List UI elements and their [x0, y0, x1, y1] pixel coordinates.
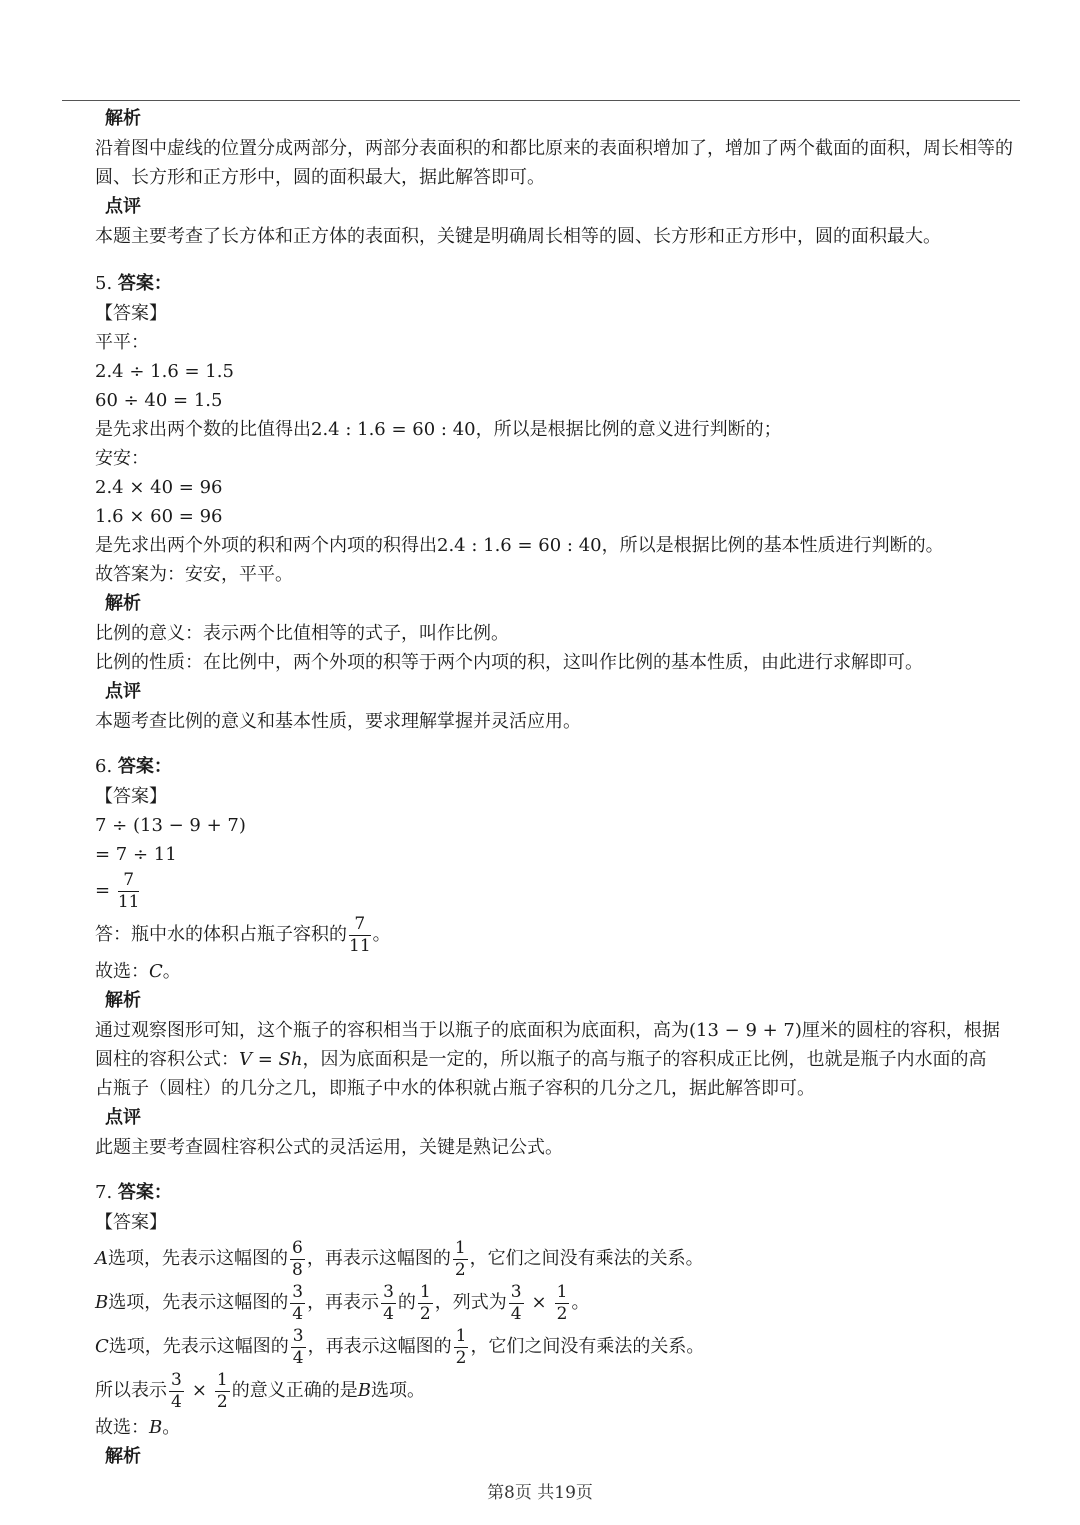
q5-line-8-text-b: ，所以是根据比例的基本性质进行判断的。	[601, 535, 944, 556]
q5-title	[95, 269, 1045, 299]
q5-line-7: 1.6 × 60 = 96	[95, 506, 223, 527]
q7-option-a-frac1-num: 6	[292, 1237, 303, 1258]
q7-option-a-letter: A	[95, 1248, 108, 1269]
q7-option-b-frac2	[381, 1281, 396, 1324]
q6-comment-text: 此题主要考查圆柱容积公式的灵活运用，关键是熟记公式。	[95, 1137, 563, 1158]
q7-option-c-t2: ，再表示这幅图的	[307, 1336, 452, 1357]
q5-analysis-2: 比例的性质：在比例中，两个外项的积等于两个内项的积，这叫作比例的基本性质，由此进行求解即可。	[95, 652, 923, 673]
q7-option-b-t4: ，列式为	[434, 1292, 507, 1313]
q7-option-a-frac2-num: 1	[454, 1237, 466, 1258]
q6-answer-label: 答案：	[117, 756, 172, 777]
q7-summary-frac1-den: 4	[171, 1391, 182, 1412]
q7-title	[95, 1178, 1045, 1208]
q6-fraction-den: 11	[117, 891, 140, 912]
q7-select-line	[95, 1413, 1045, 1442]
q7-option-b	[95, 1281, 1045, 1325]
q5-answer-label: 答案：	[117, 273, 172, 294]
q6-analysis-3: 占瓶子（圆柱）的几分之几，即瓶子中水的体积就占瓶子容积的几分之几，据此解答即可。	[95, 1078, 815, 1099]
q7-select-value: B	[149, 1417, 163, 1438]
q6-number: 6.	[95, 756, 113, 777]
q5-line-9: 故答案为：安安，平平。	[95, 564, 293, 585]
q5-line-4-text-b: ，所以是根据比例的意义进行判断的；	[475, 419, 782, 440]
q7-option-c-t1: 选项，先表示这幅图的	[108, 1336, 289, 1357]
q5-line-2: 2.4 ÷ 1.6 = 1.5	[95, 361, 234, 382]
q5-line-4-math: 2.4 : 1.6 = 60 : 40	[311, 419, 476, 440]
q7-summary-frac1	[169, 1369, 184, 1412]
q6-analysis-2-sh: Sh	[278, 1049, 303, 1070]
q7-option-b-frac3-den: 2	[419, 1303, 431, 1324]
q7-option-b-frac1-num: 3	[292, 1281, 304, 1302]
q7-answer-tag: 【答案】	[95, 1212, 167, 1233]
q6-answer-fraction-den: 11	[349, 935, 371, 956]
q7-summary-times: ×	[191, 1380, 207, 1401]
q7-option-b-frac1	[290, 1281, 305, 1324]
q4-analysis-text: 沿着图中虚线的位置分成两部分，两部分表面积的和都比原来的表面积增加了，增加了两个截面的面积，周长相等的圆、长方形和正方形中，圆的面积最大，据此解答即可。	[95, 138, 1013, 188]
q6-select-value: C	[149, 961, 163, 982]
q7-option-a-t1: 选项，先表示这幅图的	[108, 1248, 288, 1269]
q7-option-b-frac3-num: 1	[419, 1281, 431, 1302]
q6-fraction	[117, 869, 140, 912]
q5-analysis-1: 比例的意义：表示两个比值相等的式子，叫作比例。	[95, 623, 509, 644]
q6-answer-text-b: 。	[372, 924, 391, 945]
q6-analysis-2-a: 圆柱的容积公式：	[95, 1049, 239, 1070]
q7-option-b-times: ×	[531, 1292, 547, 1313]
q6-line-1: 7 ÷ (13 − 9 + 7)	[95, 815, 246, 836]
q7-answer-label: 答案：	[117, 1182, 172, 1203]
q7-option-b-frac5	[555, 1281, 570, 1324]
q6-line-3	[95, 869, 1045, 913]
q5-line-1: 平平：	[95, 332, 149, 353]
q4-comment-heading: 点评	[105, 196, 141, 217]
q7-option-c-frac1-num: 3	[292, 1325, 304, 1346]
q5-line-6: 2.4 × 40 = 96	[95, 477, 223, 498]
q5-line-5: 安安：	[95, 448, 149, 469]
q5-line-8-math: 2.4 : 1.6 = 60 : 40	[437, 535, 602, 556]
q7-summary	[95, 1369, 1045, 1413]
q6-analysis-2-v: V	[239, 1049, 252, 1070]
q6-answer-tag: 【答案】	[95, 786, 167, 807]
q5-line-4-text-a: 是先求出两个数的比值得出	[95, 419, 311, 440]
q6-analysis-1-math: (13 − 9 + 7)	[689, 1020, 802, 1041]
q6-fraction-num: 7	[118, 872, 140, 892]
q7-option-b-frac1-den: 4	[292, 1303, 304, 1324]
q7-option-a-frac1	[290, 1237, 305, 1280]
q7-option-c-frac2-num: 1	[455, 1325, 467, 1346]
page-footer: 第8页 共19页	[487, 1483, 593, 1503]
q7-option-b-frac4-den: 4	[510, 1303, 522, 1324]
q7-option-c-letter: C	[95, 1336, 109, 1357]
q7-summary-frac1-num: 3	[171, 1369, 182, 1390]
q7-summary-frac2-num: 1	[216, 1369, 228, 1390]
q6-select-line	[95, 957, 1045, 986]
q7-option-b-frac5-den: 2	[556, 1303, 568, 1324]
q4-comment-text: 本题主要考查了长方体和正方体的表面积，关键是明确周长相等的圆、长方形和正方形中，圆的面积最大。	[95, 226, 941, 247]
q7-option-b-frac2-num: 3	[383, 1281, 394, 1302]
q6-analysis-heading: 解析	[105, 990, 141, 1011]
q6-answer-line	[95, 913, 1045, 957]
q7-summary-t2: 的意义正确的是	[231, 1380, 358, 1401]
q7-option-b-frac3	[418, 1281, 433, 1324]
q6-analysis-1-b: 厘米的圆柱的容积，根据	[801, 1020, 1000, 1041]
q7-option-c-frac2	[454, 1325, 469, 1368]
q7-option-b-letter: B	[95, 1292, 109, 1313]
q6-line-3-eq: =	[95, 880, 111, 901]
q7-option-a-frac2	[453, 1237, 468, 1280]
q7-summary-t3: 选项。	[370, 1380, 425, 1401]
q5-line-8-text-a: 是先求出两个外项的积和两个内项的积得出	[95, 535, 437, 556]
q7-option-a-t2: ，再表示这幅图的	[306, 1248, 451, 1269]
q7-option-c-frac1-den: 4	[292, 1347, 304, 1368]
q5-line-4	[95, 415, 1045, 444]
q7-summary-frac2	[215, 1369, 230, 1412]
q6-select-text: 故选：	[95, 961, 149, 982]
q7-option-b-t5: 。	[571, 1292, 590, 1313]
q7-option-b-t2: ，再表示	[307, 1292, 380, 1313]
q7-option-a-t3: ，它们之间没有乘法的关系。	[469, 1248, 704, 1269]
q7-option-a-frac1-den: 8	[292, 1259, 303, 1280]
q5-answer-tag: 【答案】	[95, 303, 167, 324]
header-rule	[62, 100, 1020, 101]
q7-option-b-frac4-num: 3	[510, 1281, 522, 1302]
q5-line-3: 60 ÷ 40 = 1.5	[95, 390, 223, 411]
q6-analysis-1-a: 通过观察图形可知，这个瓶子的容积相当于以瓶子的底面积为底面积，高为	[95, 1020, 689, 1041]
q7-option-b-frac5-num: 1	[556, 1281, 568, 1302]
q7-analysis-heading: 解析	[105, 1446, 141, 1467]
q6-comment-heading: 点评	[105, 1107, 141, 1128]
q5-comment-text: 本题考查比例的意义和基本性质，要求理解掌握并灵活应用。	[95, 711, 581, 732]
q7-option-b-t3: 的	[397, 1292, 416, 1313]
q7-option-b-frac2-den: 4	[383, 1303, 394, 1324]
q4-analysis-heading: 解析	[105, 108, 141, 129]
q7-option-b-t1: 选项，先表示这幅图的	[108, 1292, 289, 1313]
q7-option-c-frac2-den: 2	[455, 1347, 467, 1368]
page-content	[95, 104, 1045, 1472]
q5-comment-heading: 点评	[105, 681, 141, 702]
q6-answer-fraction-num: 7	[349, 916, 371, 936]
q6-answer-fraction	[349, 913, 371, 956]
q5-line-8	[95, 531, 1045, 560]
q7-option-a-frac2-den: 2	[454, 1259, 466, 1280]
q7-option-c-t3: ，它们之间没有乘法的关系。	[470, 1336, 705, 1357]
q7-summary-letter: B	[357, 1380, 371, 1401]
q6-title	[95, 752, 1045, 782]
q6-select-end: 。	[162, 961, 181, 982]
q6-analysis-2-eq: =	[252, 1049, 279, 1070]
q6-line-2: = 7 ÷ 11	[95, 844, 177, 865]
q7-select-end: 。	[162, 1417, 181, 1438]
q7-select-text: 故选：	[95, 1417, 149, 1438]
q7-summary-frac2-den: 2	[216, 1391, 228, 1412]
q7-number: 7.	[95, 1182, 113, 1203]
q7-option-c	[95, 1325, 1045, 1369]
q7-option-b-frac4	[509, 1281, 524, 1324]
q5-analysis-heading: 解析	[105, 593, 141, 614]
q7-summary-t1: 所以表示	[95, 1380, 167, 1401]
q6-analysis-2	[95, 1045, 1045, 1074]
q7-option-c-frac1	[291, 1325, 306, 1368]
q7-option-a	[95, 1237, 1045, 1281]
q6-analysis-1	[95, 1016, 1045, 1045]
q5-number: 5.	[95, 273, 113, 294]
q6-analysis-2-b: ，因为底面积是一定的，所以瓶子的高与瓶子的容积成正比例，也就是瓶子内水面的高	[302, 1049, 987, 1070]
q6-answer-text-a: 答：瓶中水的体积占瓶子容积的	[95, 924, 347, 945]
